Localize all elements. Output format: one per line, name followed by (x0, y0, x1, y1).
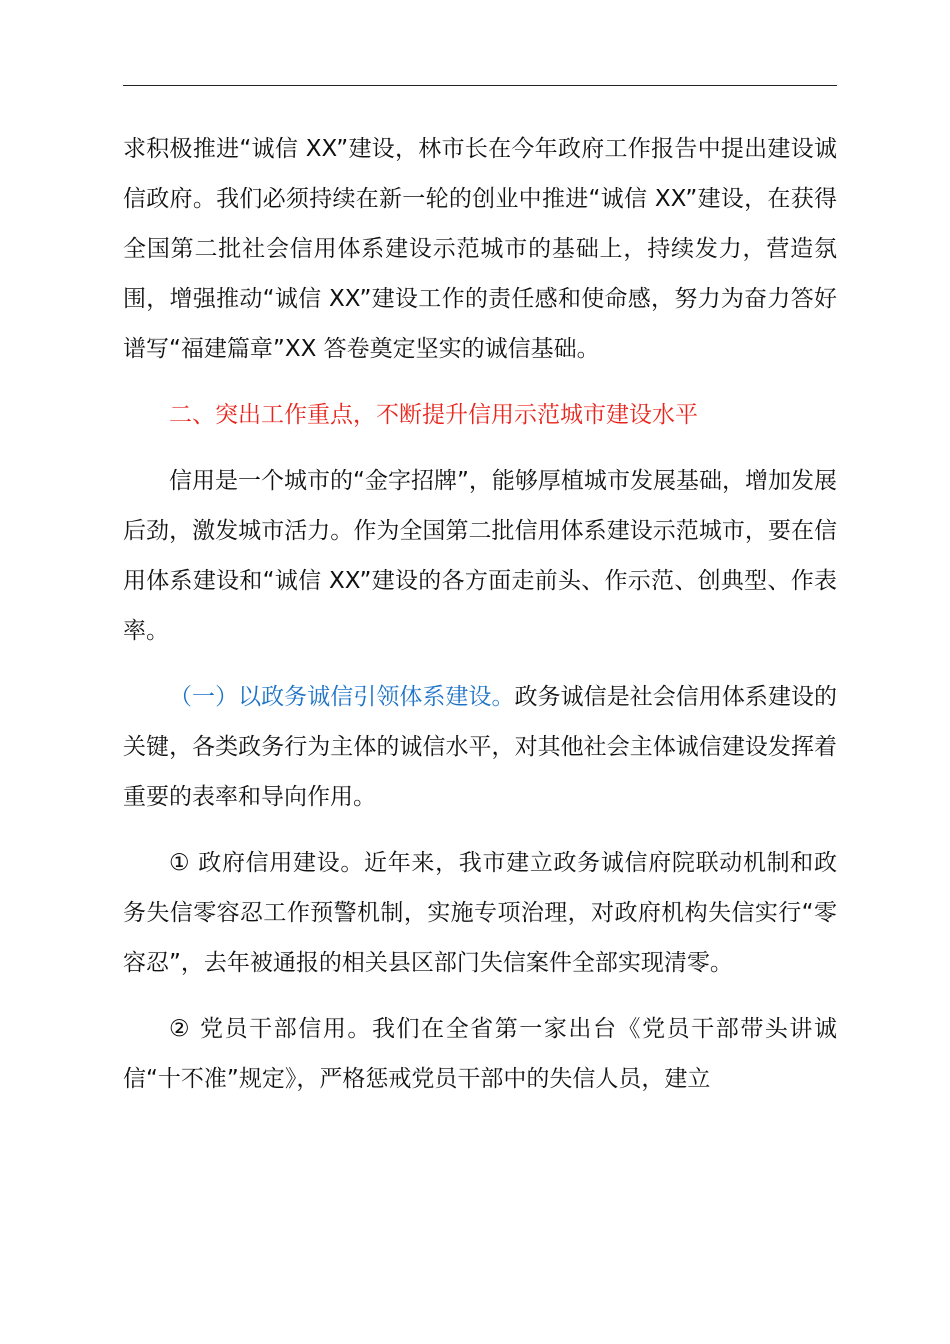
section-heading-2: 二、突出工作重点，不断提升信用示范城市建设水平 (169, 402, 698, 428)
subsection-1 (123, 672, 837, 822)
subsection-1-title: （一）以政务诚信引领体系建设。 (169, 684, 515, 710)
header-rule (123, 85, 837, 86)
subsection-1-body: 政务诚信是社会信用体系建设的关键，各类政务行为主体的诚信水平，对其他社会主体诚信建设发挥着重要的表率和导向作用。 (123, 684, 838, 810)
list-item-1: ① 政府信用建设。近年来，我市建立政务诚信府院联动机制和政务失信零容忍工作预警机制，实施专项治理，对政府机构失信实行“零容忍”，去年被通报的相关县区部门失信案件全部实现清零。 (123, 850, 837, 976)
paragraph-1: 求积极推进“诚信 XX”建设，林市长在今年政府工作报告中提出建设诚信政府。我们必须持续在新一轮的创业中推进“诚信 XX”建设，在获得全国第二批社会信用体系建设示范城市的基础上，持续发力，营造氛围，增强推动“诚信 XX”建设工作的责任感和使命感，努力为奋力答好谱写“福建篇章”XX 答卷奠定坚实的诚信基础。 (123, 136, 837, 362)
list-item-2: ② 党员干部信用。我们在全省第一家出台《党员干部带头讲诚信“十不准”规定》，严格惩戒党员干部中的失信人员，建立 (123, 1016, 837, 1092)
document-body (123, 124, 837, 1104)
paragraph-2: 信用是一个城市的“金字招牌”，能够厚植城市发展基础，增加发展后劲，激发城市活力。作为全国第二批信用体系建设示范城市，要在信用体系建设和“诚信 XX”建设的各方面走前头、作示范、创典型、作表率。 (123, 468, 837, 644)
